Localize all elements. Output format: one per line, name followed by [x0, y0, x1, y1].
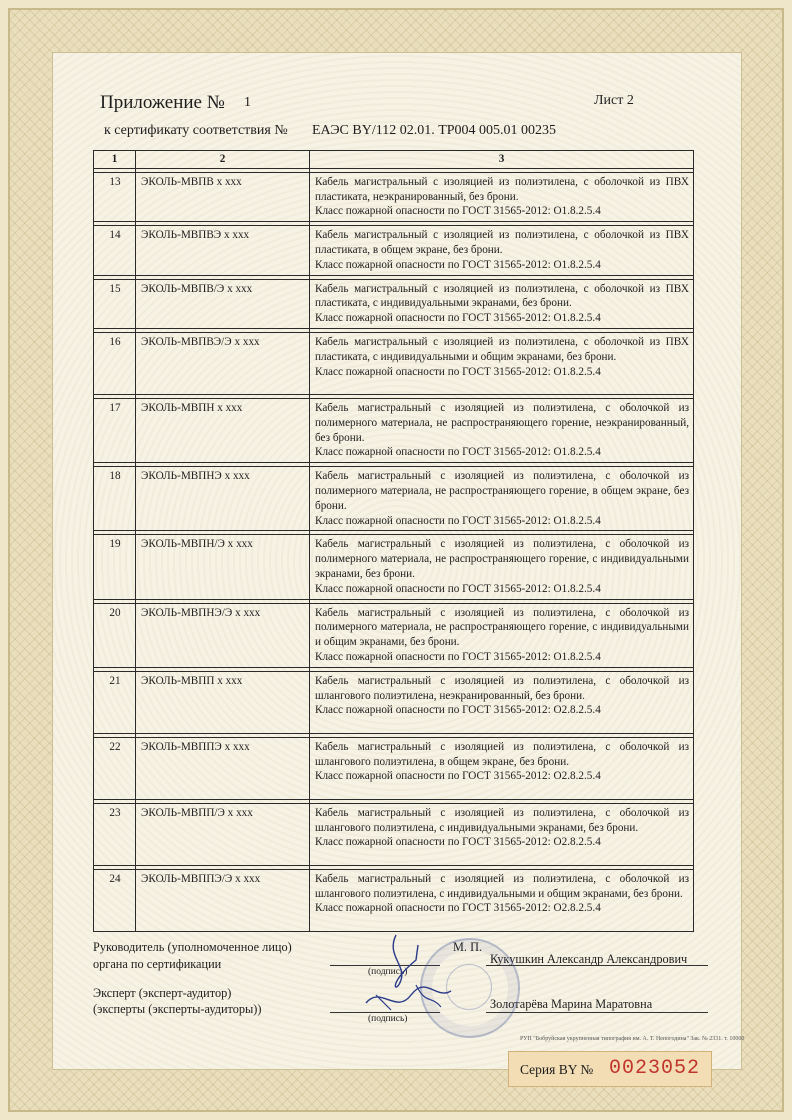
description-text: Кабель магистральный с изоляцией из полиэтилена, с оболочкой из шлангового полиэтилена, в общем экране, без брони.	[315, 740, 689, 768]
product-model: ЭКОЛЬ-МВПН/Э x xxx	[136, 535, 310, 599]
product-description	[310, 869, 694, 931]
product-description	[310, 535, 694, 599]
description-text: Кабель магистральный с изоляцией из полиэтилена, с оболочкой из полимерного материала, не распространяющего горение, в общем экране, без брони.	[315, 470, 689, 512]
row-number: 24	[94, 869, 136, 931]
series-label: Серия BY №	[520, 1062, 594, 1077]
fire-safety-class: Класс пожарной опасности по ГОСТ 31565-2012: О2.8.2.5.4	[315, 770, 601, 783]
certificate-prefix: к сертификату соответствия №	[104, 123, 288, 138]
product-description	[310, 803, 694, 865]
row-number: 22	[94, 737, 136, 799]
product-description	[310, 398, 694, 462]
fire-safety-class: Класс пожарной опасности по ГОСТ 31565-2012: О1.8.2.5.4	[315, 258, 601, 271]
products-table	[93, 150, 694, 932]
fire-safety-class: Класс пожарной опасности по ГОСТ 31565-2012: О1.8.2.5.4	[315, 650, 601, 663]
print-info: РУП "Бобруйская укрупненная типография им. А. Т. Непогодина" Зак. № 2331. т. 10000	[520, 1036, 745, 1042]
table-row	[94, 671, 694, 733]
product-model: ЭКОЛЬ-МВПВЭ/Э x xxx	[136, 332, 310, 394]
description-text: Кабель магистральный с изоляцией из полиэтилена, с оболочкой из полимерного материала, не распространяющего горение, неэкранированный, без брони.	[315, 401, 689, 444]
product-model: ЭКОЛЬ-МВПВ/Э x xxx	[136, 279, 310, 328]
row-number: 21	[94, 671, 136, 733]
table-header-row	[94, 151, 694, 169]
product-model: ЭКОЛЬ-МВПП x xxx	[136, 671, 310, 733]
fire-safety-class: Класс пожарной опасности по ГОСТ 31565-2012: О2.8.2.5.4	[315, 704, 601, 717]
product-description	[310, 332, 694, 394]
row-number: 16	[94, 332, 136, 394]
fire-safety-class: Класс пожарной опасности по ГОСТ 31565-2012: О1.8.2.5.4	[315, 514, 601, 527]
signature-caption: (подпись)	[368, 967, 408, 977]
row-number: 19	[94, 535, 136, 599]
product-model: ЭКОЛЬ-МВПВ x xxx	[136, 172, 310, 221]
signature-scribbles	[356, 925, 466, 1025]
row-number: 14	[94, 226, 136, 275]
description-text: Кабель магистральный с изоляцией из полиэтилена, с оболочкой из шлангового полиэтилена, с индивидуальными и общим экранами, без брони.	[315, 872, 689, 900]
table-row	[94, 172, 694, 221]
product-description	[310, 172, 694, 221]
fire-safety-class: Класс пожарной опасности по ГОСТ 31565-2012: О2.8.2.5.4	[315, 836, 601, 849]
fire-safety-class: Класс пожарной опасности по ГОСТ 31565-2012: О1.8.2.5.4	[315, 365, 601, 378]
product-description	[310, 671, 694, 733]
table-row	[94, 279, 694, 328]
product-model: ЭКОЛЬ-МВПП/Э x xxx	[136, 803, 310, 865]
sheet-number: Лист 2	[594, 93, 634, 108]
row-number: 17	[94, 398, 136, 462]
table-row	[94, 226, 694, 275]
appendix-number: 1	[244, 95, 251, 110]
fire-safety-class: Класс пожарной опасности по ГОСТ 31565-2012: О2.8.2.5.4	[315, 902, 601, 915]
table-row	[94, 737, 694, 799]
description-text: Кабель магистральный с изоляцией из полиэтилена, с оболочкой из полимерного материала, не распространяющего горение, с индивидуальными и общим экранами, без брони.	[315, 606, 689, 649]
product-model: ЭКОЛЬ-МВППЭ x xxx	[136, 737, 310, 799]
series-number: 0023052	[609, 1057, 701, 1080]
fire-safety-class: Класс пожарной опасности по ГОСТ 31565-2012: О1.8.2.5.4	[315, 582, 601, 595]
fire-safety-class: Класс пожарной опасности по ГОСТ 31565-2012: О1.8.2.5.4	[315, 312, 601, 325]
table-row	[94, 332, 694, 394]
row-number: 23	[94, 803, 136, 865]
expert-title-line2: (эксперты (эксперты-аудиторы))	[93, 1002, 262, 1016]
table-row	[94, 535, 694, 599]
table-row	[94, 869, 694, 931]
row-number: 20	[94, 603, 136, 667]
description-text: Кабель магистральный с изоляцией из полиэтилена, с оболочкой из шлангового полиэтилена, неэкранированный, без брони.	[315, 674, 689, 702]
head-title-line2: органа по сертификации	[93, 957, 222, 971]
description-text: Кабель магистральный с изоляцией из полиэтилена, с оболочкой из ПВХ пластиката, в общем экране, без брони.	[315, 229, 689, 256]
product-description	[310, 279, 694, 328]
stamp-place-label: М. П.	[453, 940, 483, 954]
head-title-line1: Руководитель (уполномоченное лицо)	[93, 940, 292, 954]
certificate-number: ЕАЭС BY/112 02.01. ТР004 005.01 00235	[312, 123, 557, 138]
product-model: ЭКОЛЬ-МВППЭ/Э x xxx	[136, 869, 310, 931]
description-text: Кабель магистральный с изоляцией из полиэтилена, с оболочкой из ПВХ пластиката, с индивидуальными и общим экранами, без брони.	[315, 335, 689, 363]
table-row	[94, 803, 694, 865]
description-text: Кабель магистральный с изоляцией из полиэтилена, с оболочкой из ПВХ пластиката, с индивидуальными экранами, без брони.	[315, 282, 689, 310]
product-model: ЭКОЛЬ-МВПВЭ x xxx	[136, 226, 310, 275]
table-row	[94, 603, 694, 667]
description-text: Кабель магистральный с изоляцией из полиэтилена, с оболочкой из ПВХ пластиката, неэкранированный, без брони.	[315, 175, 689, 203]
head-name: Кукушкин Александр Александрович	[490, 952, 688, 966]
expert-name-line	[486, 1012, 708, 1013]
column-header: 1	[94, 151, 136, 169]
product-description	[310, 226, 694, 275]
row-number: 18	[94, 467, 136, 531]
product-model: ЭКОЛЬ-МВПНЭ/Э x xxx	[136, 603, 310, 667]
expert-name: Золотарёва Марина Маратовна	[490, 997, 653, 1011]
row-number: 13	[94, 172, 136, 221]
fire-safety-class: Класс пожарной опасности по ГОСТ 31565-2012: О1.8.2.5.4	[315, 205, 601, 218]
column-header: 2	[136, 151, 310, 169]
appendix-title: Приложение №	[100, 92, 225, 113]
product-description	[310, 737, 694, 799]
description-text: Кабель магистральный с изоляцией из полиэтилена, с оболочкой из шлангового полиэтилена, с индивидуальными экранами, без брони.	[315, 806, 689, 834]
table-row	[94, 467, 694, 531]
product-description	[310, 467, 694, 531]
table-row	[94, 398, 694, 462]
description-text: Кабель магистральный с изоляцией из полиэтилена, с оболочкой из полимерного материала, не распространяющего горение, с индивидуальными экранами, без брони.	[315, 538, 689, 580]
row-number: 15	[94, 279, 136, 328]
product-description	[310, 603, 694, 667]
signature-caption: (подпись)	[368, 1014, 408, 1024]
fire-safety-class: Класс пожарной опасности по ГОСТ 31565-2012: О1.8.2.5.4	[315, 446, 601, 459]
expert-title-line1: Эксперт (эксперт-аудитор)	[93, 986, 232, 1000]
product-model: ЭКОЛЬ-МВПН x xxx	[136, 398, 310, 462]
product-model: ЭКОЛЬ-МВПНЭ x xxx	[136, 467, 310, 531]
column-header: 3	[310, 151, 694, 169]
